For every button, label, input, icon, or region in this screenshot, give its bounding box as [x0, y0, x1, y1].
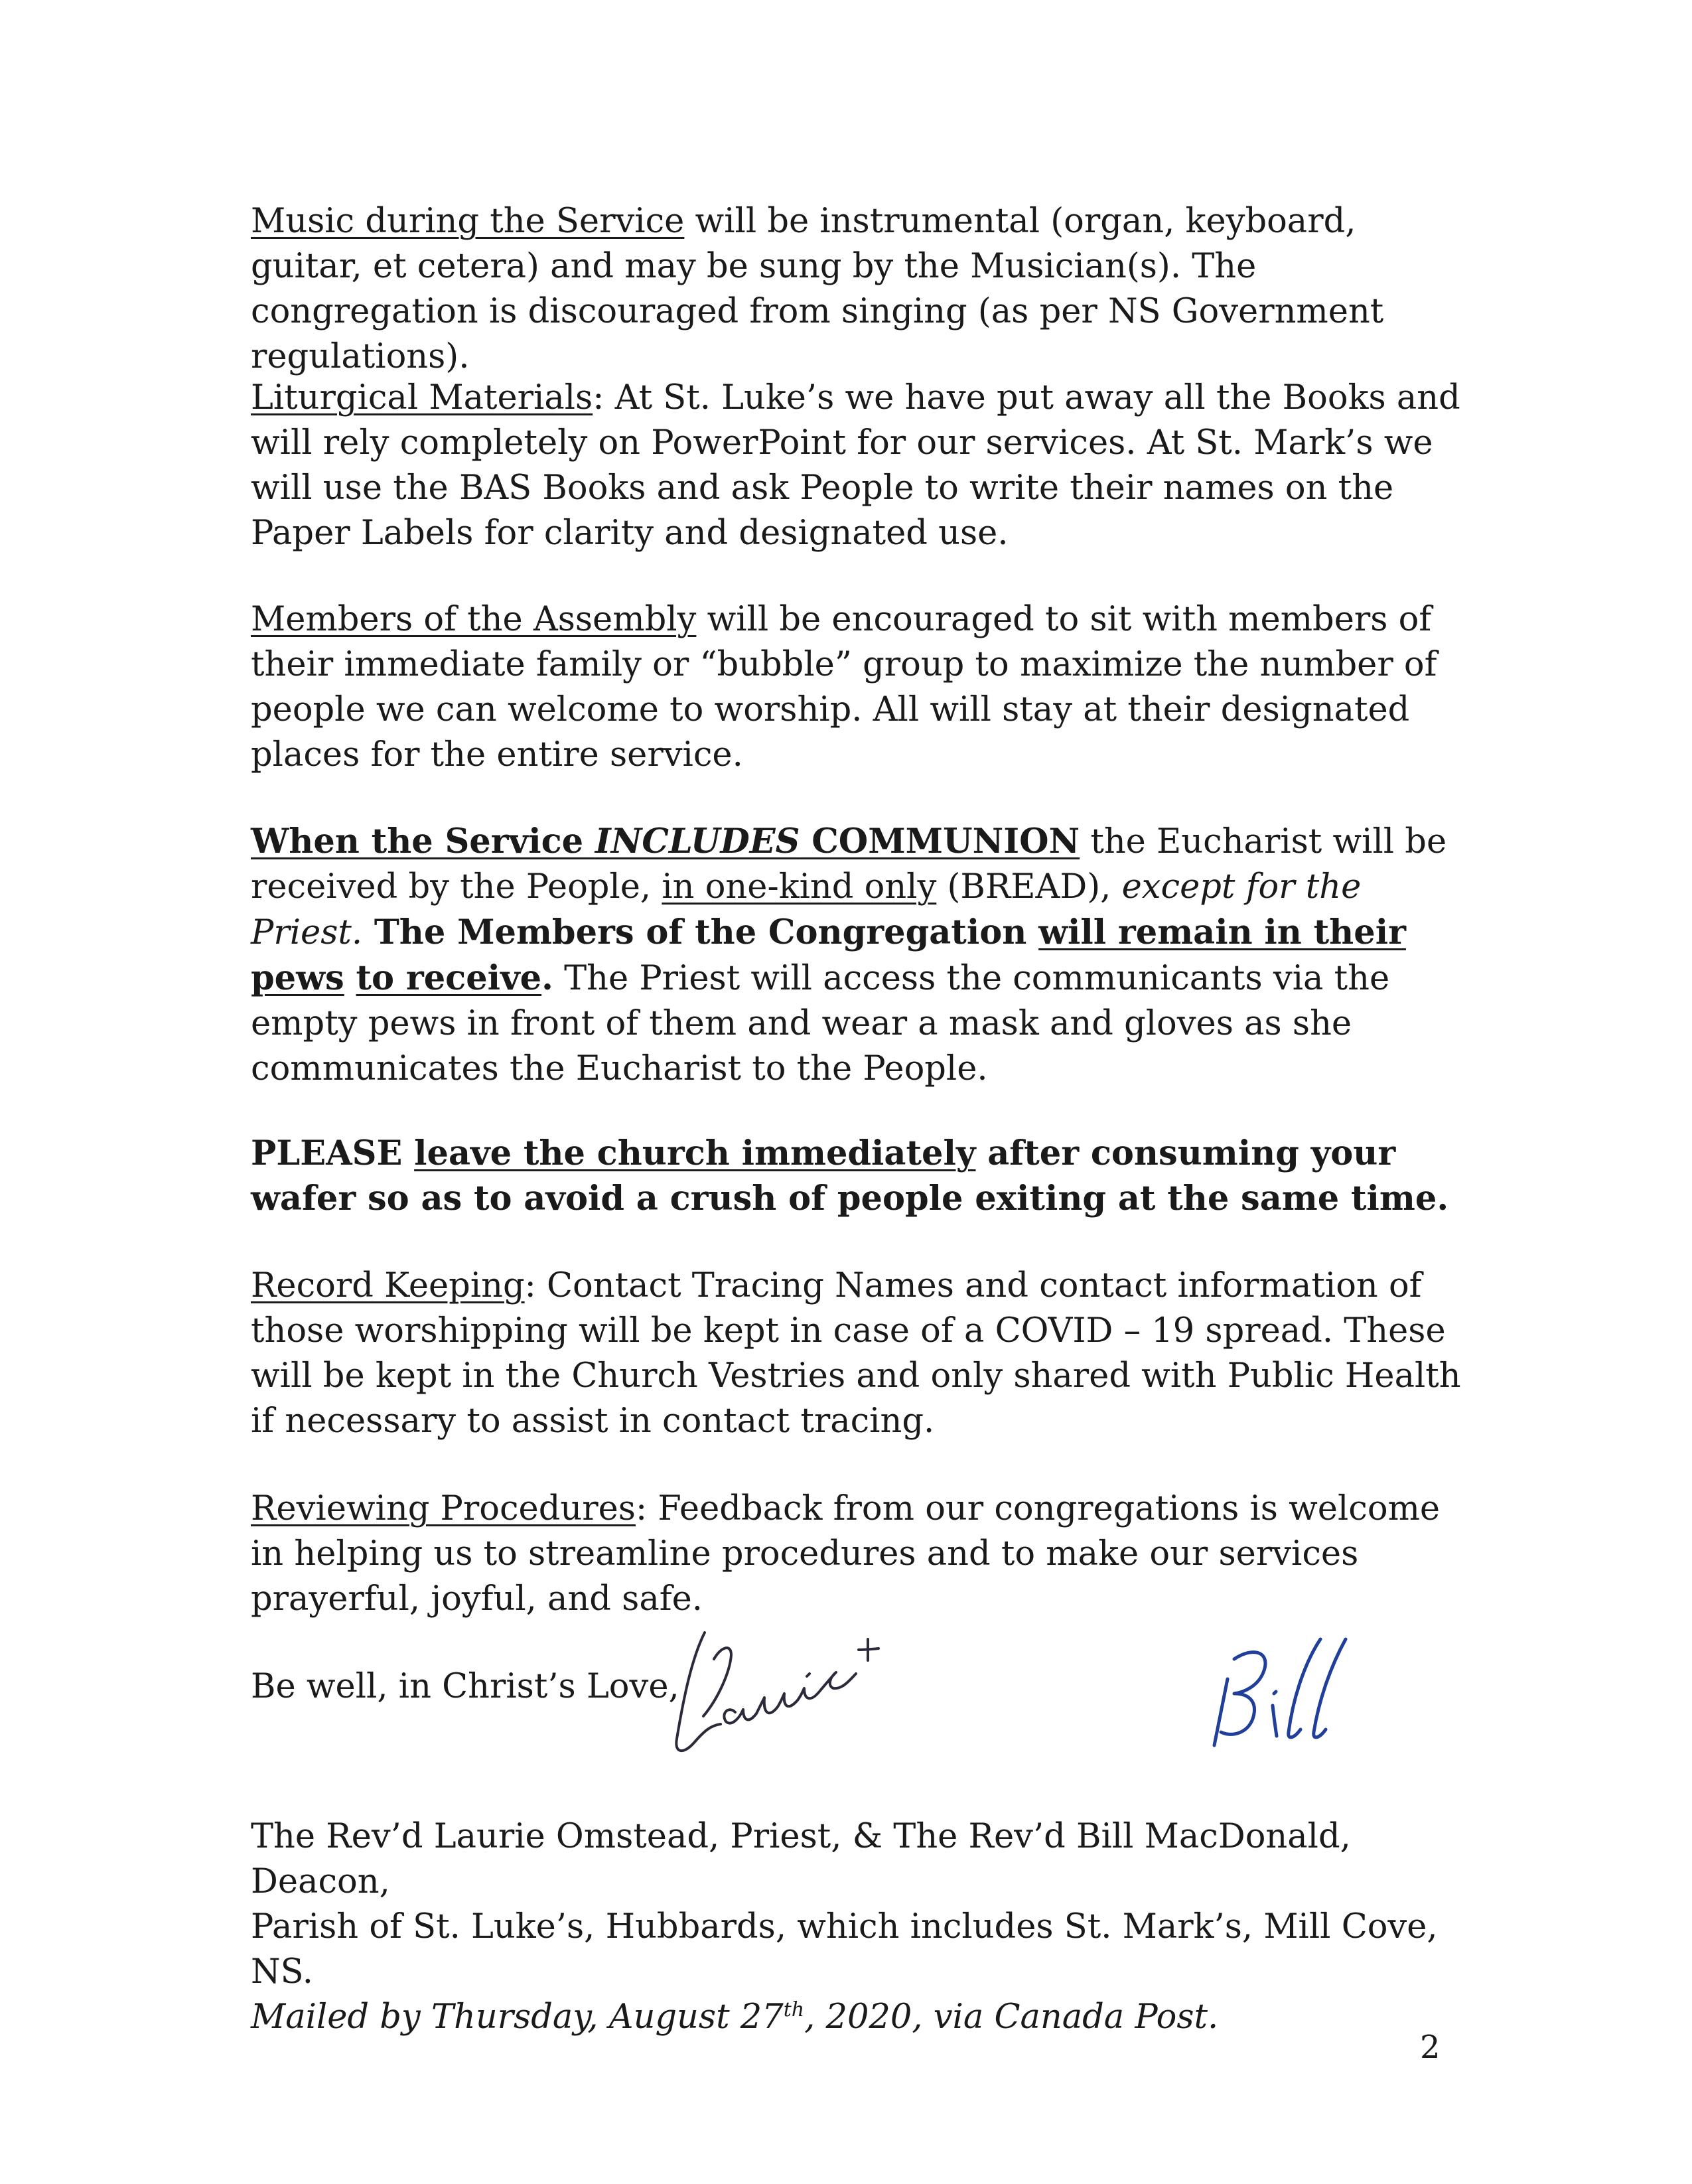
music-heading: Music during the Service [251, 202, 685, 241]
members-heading: Members of the Assembly [251, 600, 697, 639]
communion-heading-includes: INCLUDES [595, 822, 800, 861]
signature-bill [1194, 1619, 1367, 1765]
please-text-1: PLEASE [251, 1133, 415, 1173]
record-paragraph [251, 1264, 1465, 1444]
page-number: 2 [1420, 2029, 1441, 2066]
communion-bold-1: The Members of the Congregation [362, 912, 1039, 952]
signoff-block [251, 1814, 1465, 2040]
signoff-line-2: Parish of St. Luke’s, Hubbards, which includes St. Mark’s, Mill Cove, NS. [251, 1907, 1438, 1992]
please-paragraph [251, 1131, 1465, 1221]
reviewing-text: : Feedback from our congregations is welcome in helping us to streamline procedures and to make our services prayerful, joyful, and safe. [251, 1489, 1441, 1619]
communion-paragraph [251, 819, 1465, 1092]
members-paragraph [251, 597, 1465, 778]
communion-except-priest: except for the Priest. [251, 867, 1362, 952]
communion-heading-3: COMMUNION [800, 822, 1080, 861]
liturgical-heading: Liturgical Materials [251, 378, 593, 417]
communion-bold-5: . [541, 958, 553, 998]
music-paragraph [251, 199, 1465, 380]
signoff-line-1: The Rev’d Laurie Omstead, Priest, & The Rev’d Bill MacDonald, Deacon, [251, 1817, 1351, 1901]
closing-line: Be well, in Christ’s Love, [251, 1667, 679, 1706]
members-text: will be encouraged to sit with members of their immediate family or “bubble” group to maximize the number of people we can welcome to worship. All will stay at their designated places for the entire service. [251, 600, 1437, 774]
communion-text-3: (BREAD), [936, 867, 1122, 907]
music-text: will be instrumental (organ, keyboard, guitar, et cetera) and may be sung by the Musician(s). The congregation is discouraged from singing (as per NS Government regulations). [251, 202, 1384, 376]
communion-remain-pews: will remain in their pews [251, 912, 1406, 998]
liturgical-text: : At St. Luke’s we have put away all the Books and will rely completely on PowerPoint for our services. At St. Mark’s we will use the BAS Books and ask People to write their names on the Paper Labels for clarity and designated use. [251, 378, 1460, 553]
communion-one-kind: in one-kind only [662, 867, 937, 907]
communion-heading-1: When the Service [251, 822, 595, 861]
signature-laurie [657, 1613, 896, 1765]
reviewing-heading: Reviewing Procedures [251, 1489, 636, 1528]
liturgical-paragraph [251, 376, 1465, 556]
please-text-3: after consuming your wafer so as to avoid a crush of people exiting at the same time. [251, 1133, 1449, 1218]
communion-text-1: the Eucharist will be received by the People, [251, 822, 1447, 907]
communion-to-receive: to receive [356, 958, 542, 998]
communion-bold-3 [344, 958, 356, 998]
please-leave-immediately: leave the church immediately [414, 1133, 976, 1173]
record-heading: Record Keeping [251, 1266, 525, 1305]
record-text: : Contact Tracing Names and contact information of those worshipping will be kept in case of a COVID – 19 spread. These will be kept in the Church Vestries and only shared with Public Health if necessary to assist in contact tracing. [251, 1266, 1461, 1441]
communion-text-5: The Priest will access the communicants via the empty pews in front of them and wear a mask and gloves as she communicates the Eucharist to the People. [251, 959, 1390, 1088]
mailed-date: Mailed by Thursday, August 27th, 2020, via Canada Post. [251, 1998, 1219, 2037]
reviewing-paragraph [251, 1487, 1465, 1622]
